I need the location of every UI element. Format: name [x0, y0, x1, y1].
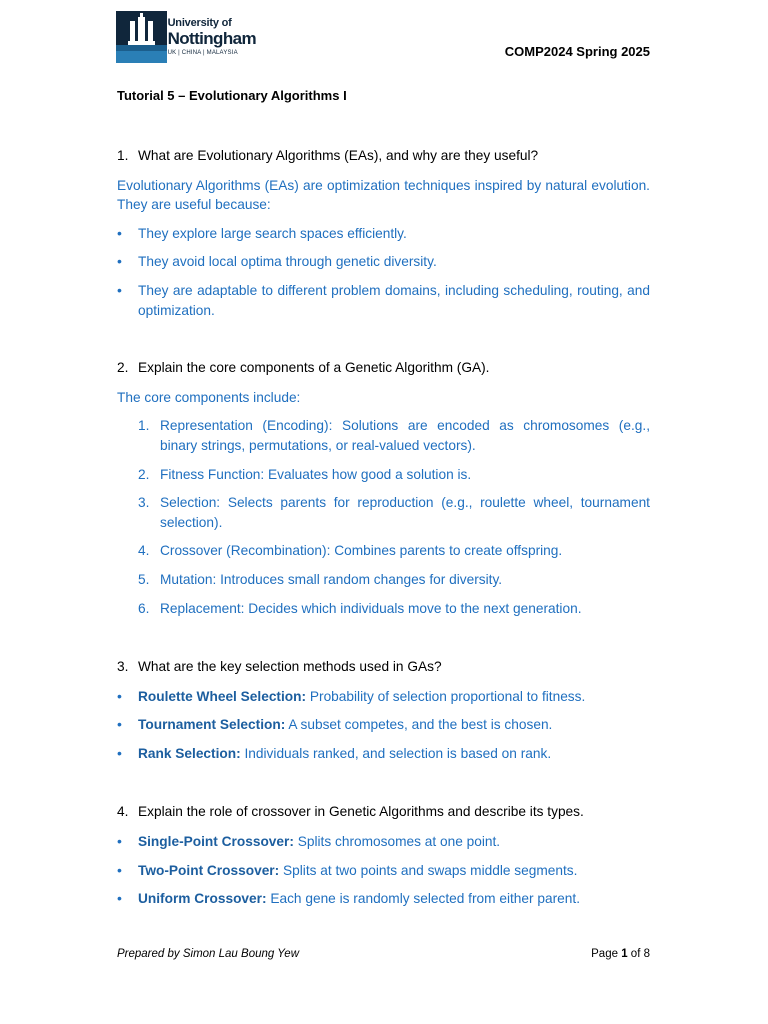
list-item-text — [138, 861, 650, 881]
crest-icon — [116, 11, 162, 63]
bullet-icon: • — [117, 253, 122, 270]
list-item-text — [138, 744, 650, 764]
definition: Each gene is randomly selected from either parent. — [266, 891, 581, 907]
answer-2-intro: The core components include: — [117, 389, 301, 405]
item-text: Representation (Encoding): Solutions are encoded as chromosomes (e.g., binary strings, permutations, or real-valued vectors). — [160, 418, 650, 453]
question-text: What are the key selection methods used in GAs? — [138, 659, 442, 675]
item-number: 6. — [138, 600, 150, 616]
list-item — [117, 281, 650, 320]
logo-line-2: Nottingham — [167, 29, 256, 48]
bullet-icon: • — [117, 890, 122, 907]
item-number: 3. — [138, 495, 150, 511]
list-item — [117, 832, 650, 852]
page-separator: of — [627, 948, 644, 960]
definition: Splits chromosomes at one point. — [293, 834, 501, 850]
list-item — [117, 252, 650, 272]
page-title: Tutorial 5 – Evolutionary Algorithms I — [117, 88, 347, 103]
item-number: 4. — [138, 543, 150, 559]
definition: Splits at two points and swaps middle segments. — [279, 862, 578, 878]
term: Tournament Selection: — [138, 717, 286, 733]
item-text: Mutation: Introduces small random changes for diversity. — [160, 571, 503, 587]
item-text: Replacement: Decides which individuals move to the next generation. — [160, 600, 582, 616]
list-item — [117, 224, 650, 244]
list-item-text: They explore large search spaces efficiently. — [138, 225, 407, 241]
numbered-item — [138, 541, 650, 561]
numbered-item — [138, 493, 650, 532]
bullet-icon: • — [117, 281, 122, 298]
course-code: COMP2024 Spring 2025 — [504, 44, 650, 59]
numbered-item — [138, 465, 650, 485]
term: Rank Selection: — [138, 745, 241, 761]
tutorial-content — [117, 146, 650, 909]
question-4 — [117, 802, 650, 822]
definition: A subset competes, and the best is chosen. — [285, 717, 553, 733]
bullet-icon: • — [117, 687, 122, 704]
question-number: 4. — [117, 804, 129, 820]
logo-line-3: UK | CHINA | MALAYSIA — [167, 50, 238, 56]
logo-wordmark — [168, 18, 256, 56]
numbered-item — [138, 599, 650, 619]
question-number: 2. — [117, 360, 129, 376]
list-item-text — [138, 832, 650, 852]
list-item-text — [138, 687, 650, 707]
answer-1-intro: Evolutionary Algorithms (EAs) are optimization techniques inspired by natural evolution. They are useful because: — [117, 177, 650, 213]
total-pages: 8 — [643, 948, 650, 960]
list-item — [117, 715, 650, 735]
item-number: 2. — [138, 466, 150, 482]
definition: Individuals ranked, and selection is based on rank. — [240, 745, 552, 761]
question-number: 3. — [117, 659, 129, 675]
list-item — [117, 861, 650, 881]
bullet-icon: • — [117, 861, 122, 878]
question-1 — [117, 146, 650, 166]
list-item — [117, 889, 650, 909]
university-logo — [116, 10, 256, 64]
term: Two-Point Crossover: — [138, 862, 280, 878]
bullet-icon: • — [117, 224, 122, 241]
bullet-icon: • — [117, 744, 122, 761]
item-number: 5. — [138, 571, 150, 587]
list-item-text — [138, 715, 650, 735]
definition: Probability of selection proportional to fitness. — [306, 688, 586, 704]
list-item — [117, 687, 650, 707]
question-number: 1. — [117, 148, 129, 163]
bullet-icon: • — [117, 833, 122, 850]
numbered-item — [138, 570, 650, 590]
term: Roulette Wheel Selection: — [138, 688, 307, 704]
question-text: What are Evolutionary Algorithms (EAs), and why are they useful? — [138, 148, 539, 163]
bullet-icon: • — [117, 716, 122, 733]
question-2 — [117, 358, 650, 378]
footer-author: Prepared by Simon Lau Boung Yew — [117, 948, 299, 960]
page-prefix: Page — [591, 948, 622, 960]
term: Uniform Crossover: — [138, 891, 267, 907]
term: Single-Point Crossover: — [138, 834, 294, 850]
logo-line-1: University of — [167, 17, 232, 29]
item-text: Crossover (Recombination): Combines parents to create offspring. — [160, 543, 563, 559]
current-page: 1 — [621, 948, 628, 960]
numbered-item — [138, 416, 650, 455]
page-number — [591, 948, 650, 960]
item-number: 1. — [138, 418, 150, 434]
list-item-text — [138, 889, 650, 909]
item-text: Fitness Function: Evaluates how good a solution is. — [160, 466, 472, 482]
list-item — [117, 744, 650, 764]
question-text: Explain the role of crossover in Genetic Algorithms and describe its types. — [138, 804, 584, 820]
question-3 — [117, 657, 650, 677]
list-item-text: They avoid local optima through genetic diversity. — [138, 254, 437, 270]
question-text: Explain the core components of a Genetic Algorithm (GA). — [138, 360, 490, 376]
item-text: Selection: Selects parents for reproduction (e.g., roulette wheel, tournament selection). — [160, 495, 650, 530]
list-item-text: They are adaptable to different problem domains, including scheduling, routing, and optimization. — [138, 282, 650, 318]
